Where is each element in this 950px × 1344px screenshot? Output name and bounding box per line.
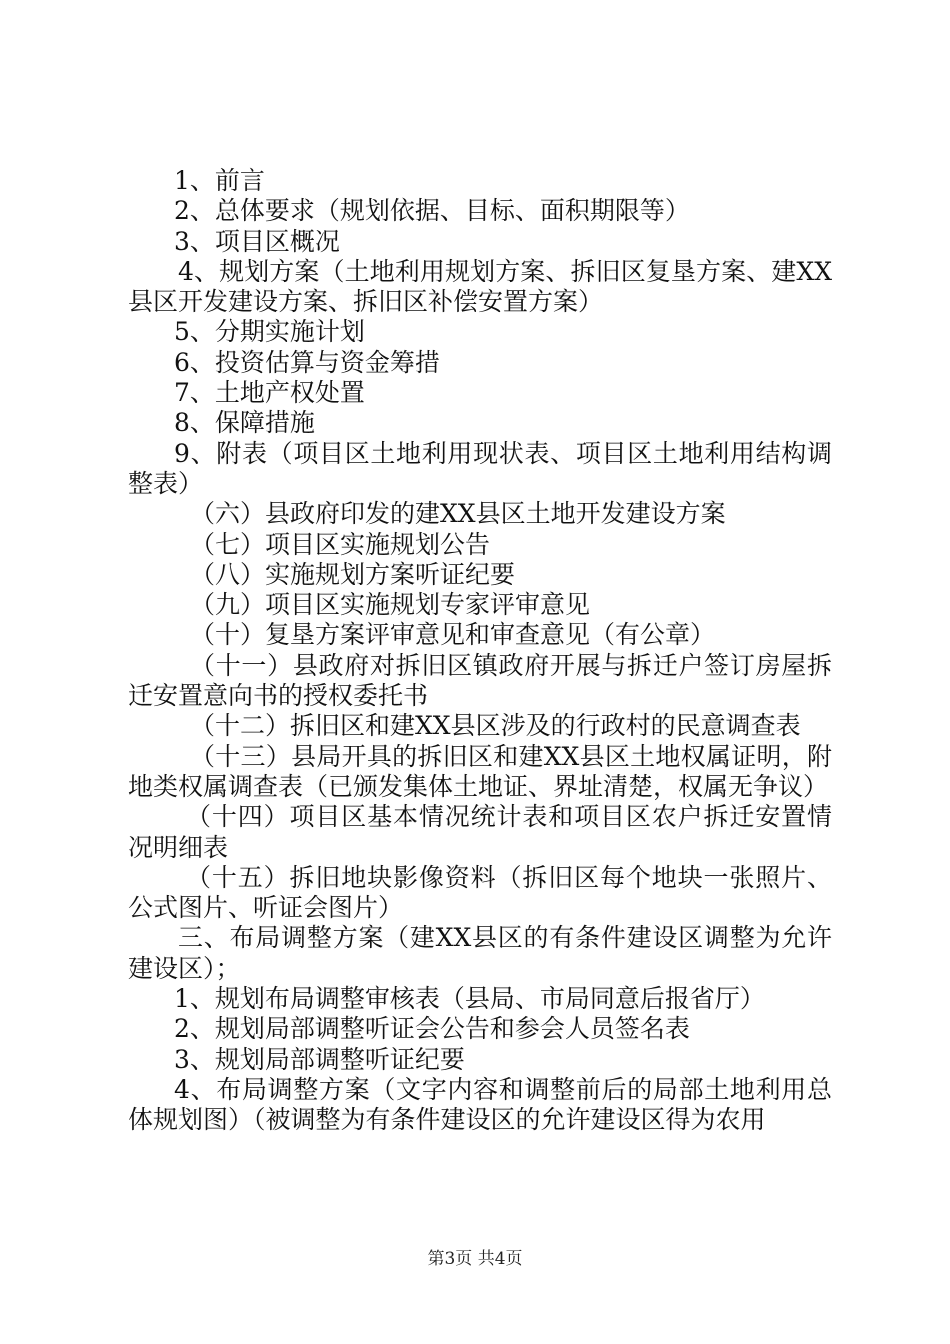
paragraph-10: （六）县政府印发的建XX县区土地开发建设方案 [190,499,726,529]
paragraph-19: （十五）拆旧地块影像资料（拆旧区每个地块一张照片、公式图片、听证会图片） [128,862,832,923]
paragraph-13: （九）项目区实施规划专家评审意见 [190,590,591,620]
paragraph-18: （十四）项目区基本情况统计表和项目区农户拆迁安置情况明细表 [128,802,832,862]
paragraph-17: （十三）县局开具的拆旧区和建XX县区土地权属证明，附地类权属调查表（已颁发集体土地证、界址清楚，权属无争议） [128,741,832,801]
paragraph-15: （十一）县政府对拆旧区镇政府开展与拆迁户签订房屋拆迁安置意向书的授权委托书 [128,650,832,711]
paragraph-20: 三、布局调整方案（建XX县区的有条件建设区调整为允许建设区）； [128,923,832,983]
page-footer: 第3页 共4页 [427,1249,523,1269]
paragraph-14: （十）复垦方案评审意见和审查意见（有公章） [190,620,716,650]
paragraph-24: 4、布局调整方案（文字内容和调整前后的局部土地利用总体规划图）（被调整为有条件建设区的允许建设区得为农用 [128,1074,832,1135]
paragraph-7: 7、土地产权处置 [174,378,365,408]
paragraph-4: 4、规划方案（土地利用规划方案、拆旧区复垦方案、建XX县区开发建设方案、拆旧区补偿安置方案） [128,256,832,317]
paragraph-12: （八）实施规划方案听证纪要 [190,559,516,589]
paragraph-6: 6、投资估算与资金筹措 [174,347,440,377]
paragraph-5: 5、分期实施计划 [174,317,365,347]
paragraph-3: 3、项目区概况 [174,226,340,256]
paragraph-9: 9、附表（项目区土地利用现状表、项目区土地利用结构调整表） [128,438,832,498]
paragraph-1: 1、前言 [174,166,265,195]
paragraph-16: （十二）拆旧区和建XX县区涉及的行政村的民意调查表 [190,711,801,741]
paragraph-23: 3、规划局部调整听证纪要 [174,1044,465,1074]
paragraph-2: 2、总体要求（规划依据、目标、面积期限等） [174,196,690,226]
paragraph-21: 1、规划布局调整审核表（县局、市局同意后报省厅） [174,984,765,1014]
document-body [128,166,832,1136]
paragraph-8: 8、保障措施 [174,408,315,438]
paragraph-11: （七）项目区实施规划公告 [190,529,491,559]
paragraph-22: 2、规划局部调整听证会公告和参会人员签名表 [174,1014,690,1044]
